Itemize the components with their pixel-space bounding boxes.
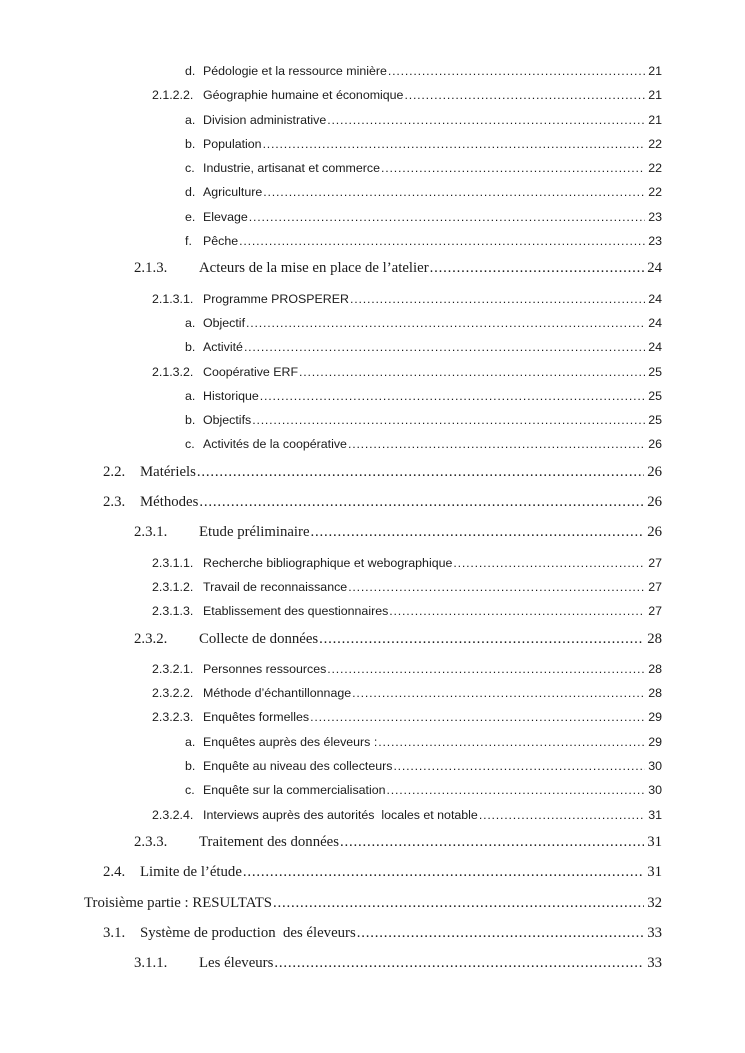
entry-number: d.: [185, 185, 196, 200]
entry-title: Acteurs de la mise en place de l’atelier: [199, 260, 429, 277]
toc-entry: [84, 432, 662, 456]
entry-number: e.: [185, 209, 196, 224]
dot-leader: [479, 803, 645, 827]
dot-leader: [273, 891, 644, 915]
entry-page-number: 27: [648, 579, 662, 594]
entry-page-number: 31: [648, 807, 662, 822]
toc-entry: [84, 520, 662, 544]
toc-entry: [84, 108, 662, 132]
entry-title: Enquêtes auprès des éleveurs :: [203, 734, 378, 749]
dot-leader: [340, 830, 644, 854]
entry-page-number: 25: [648, 388, 662, 403]
toc-entry: [84, 156, 662, 180]
toc-entry: [84, 730, 662, 754]
entry-title: Pêche: [203, 234, 239, 249]
entry-page-number: 26: [648, 437, 662, 452]
toc-entry: [84, 132, 662, 156]
toc-entry: [84, 551, 662, 575]
entry-title: Objectif: [203, 315, 246, 330]
entry-page-number: 25: [648, 364, 662, 379]
entry-title: Programme PROSPERER: [203, 291, 349, 306]
entry-page-number: 22: [648, 185, 662, 200]
entry-page-number: 30: [648, 759, 662, 774]
toc-entry: [84, 360, 662, 384]
entry-page-number: 22: [648, 136, 662, 151]
entry-page-number: 31: [647, 864, 662, 881]
dot-leader: [244, 335, 645, 359]
dot-leader: [389, 599, 645, 623]
entry-number: b.: [185, 413, 196, 428]
dot-leader: [311, 520, 645, 544]
entry-number: b.: [185, 759, 196, 774]
entry-number: 2.1.3.: [134, 260, 168, 277]
entry-page-number: 31: [647, 833, 662, 850]
dot-leader: [299, 360, 645, 384]
entry-page-number: 23: [648, 209, 662, 224]
entry-title: Enquêtes formelles: [203, 710, 310, 725]
entry-title: Etude préliminaire: [199, 524, 310, 541]
entry-title: Travail de reconnaissance: [203, 579, 348, 594]
entry-number: 2.1.3.2.: [152, 364, 194, 379]
toc-entry: [84, 408, 662, 432]
entry-number: 2.3.3.: [134, 833, 168, 850]
entry-page-number: 28: [648, 661, 662, 676]
toc-entry: [84, 951, 662, 975]
entry-number: 2.3.1.1.: [152, 555, 194, 570]
toc-entry: [84, 256, 662, 280]
entry-number: 2.3.2.3.: [152, 710, 194, 725]
toc-entry: [84, 627, 662, 651]
toc-entry: [84, 384, 662, 408]
entry-title: Industrie, artisanat et commerce: [203, 161, 380, 176]
entry-page-number: 21: [648, 112, 662, 127]
toc-entry: [84, 287, 662, 311]
entry-title: Activités de la coopérative: [203, 437, 347, 452]
dot-leader: [249, 205, 645, 229]
entry-title: Matériels: [140, 463, 196, 480]
toc-entry: [84, 59, 662, 83]
entry-title: Collecte de données: [199, 630, 319, 647]
dot-leader: [197, 460, 644, 484]
toc-entry: [84, 335, 662, 359]
dot-leader: [404, 83, 645, 107]
entry-number: 2.1.3.1.: [152, 291, 194, 306]
entry-number: f.: [185, 234, 192, 249]
toc-entry: [84, 705, 662, 729]
entry-page-number: 29: [648, 710, 662, 725]
entry-number: 2.3.1.3.: [152, 604, 194, 619]
entry-page-number: 28: [647, 630, 662, 647]
entry-title: Etablissement des questionnaires: [203, 604, 389, 619]
entry-number: 2.2.: [103, 463, 126, 480]
entry-page-number: 22: [648, 161, 662, 176]
dot-leader: [199, 490, 644, 514]
entry-number: 2.3.2.4.: [152, 807, 194, 822]
entry-number: 2.3.2.2.: [152, 686, 194, 701]
entry-page-number: 26: [647, 494, 662, 511]
toc-entry: [84, 575, 662, 599]
toc-entry: [84, 860, 662, 884]
entry-number: d.: [185, 64, 196, 78]
entry-number: 3.1.: [103, 924, 126, 941]
entry-number: 2.1.2.2.: [152, 88, 194, 103]
entry-page-number: 26: [647, 524, 662, 541]
dot-leader: [430, 256, 645, 280]
entry-title: Géographie humaine et économique: [203, 88, 404, 103]
toc-entry: [84, 229, 662, 253]
dot-leader: [348, 575, 645, 599]
entry-page-number: 26: [647, 463, 662, 480]
entry-number: a.: [185, 734, 196, 749]
dot-leader: [350, 287, 645, 311]
entry-page-number: 30: [648, 783, 662, 798]
dot-leader: [352, 681, 645, 705]
dot-leader: [263, 132, 646, 156]
entry-number: 3.1.1.: [134, 955, 168, 972]
dot-leader: [246, 311, 645, 335]
dot-leader: [348, 432, 645, 456]
dot-leader: [357, 921, 644, 945]
toc-entry: [84, 311, 662, 335]
entry-number: 2.3.: [103, 494, 126, 511]
entry-title: Interviews auprès des autorités locales et notable: [203, 807, 478, 822]
entry-number: a.: [185, 112, 196, 127]
entry-page-number: 24: [648, 291, 662, 306]
entry-number: 2.3.1.: [134, 524, 168, 541]
entry-page-number: 21: [648, 64, 662, 78]
dot-leader: [263, 180, 645, 204]
entry-number: 2.4.: [103, 864, 126, 881]
dot-leader: [310, 705, 645, 729]
toc-entry: [84, 921, 662, 945]
entry-title: Elevage: [203, 209, 248, 224]
entry-page-number: 27: [648, 604, 662, 619]
entry-title: Division administrative: [203, 112, 327, 127]
dot-leader: [378, 730, 645, 754]
dot-leader: [327, 657, 645, 681]
entry-number: c.: [185, 783, 195, 798]
dot-leader: [381, 156, 645, 180]
entry-title: Limite de l’étude: [140, 864, 242, 881]
dot-leader: [393, 754, 645, 778]
entry-page-number: 24: [647, 260, 662, 277]
entry-title: Traitement des données: [199, 833, 339, 850]
table-of-contents: [84, 59, 662, 975]
toc-entry: [84, 681, 662, 705]
entry-title: Objectifs: [203, 413, 252, 428]
toc-entry: [84, 657, 662, 681]
entry-page-number: 33: [647, 924, 662, 941]
toc-entry: [84, 599, 662, 623]
entry-title: Enquête au niveau des collecteurs: [203, 759, 393, 774]
entry-title: Méthode d’échantillonnage: [203, 686, 352, 701]
entry-title: Système de production des éleveurs: [140, 924, 356, 941]
entry-title: Coopérative ERF: [203, 364, 299, 379]
dot-leader: [274, 951, 644, 975]
entry-page-number: 25: [648, 413, 662, 428]
entry-number: 2.3.2.: [134, 630, 168, 647]
entry-number: c.: [185, 437, 195, 452]
toc-entry: [84, 180, 662, 204]
dot-leader: [387, 778, 646, 802]
toc-entry: [84, 205, 662, 229]
entry-number: 2.3.2.1.: [152, 661, 194, 676]
entry-title: Recherche bibliographique et webographique: [203, 555, 453, 570]
entry-page-number: 33: [647, 955, 662, 972]
entry-number: b.: [185, 340, 196, 355]
entry-page-number: 29: [648, 734, 662, 749]
entry-page-number: 24: [648, 340, 662, 355]
entry-title: Pédologie et la ressource minière: [203, 64, 387, 78]
entry-number: a.: [185, 315, 196, 330]
entry-number: 2.3.1.2.: [152, 579, 194, 594]
toc-entry: [84, 803, 662, 827]
toc-entry: [84, 830, 662, 854]
entry-title: Troisième partie : RESULTATS: [84, 894, 273, 911]
entry-page-number: 27: [648, 555, 662, 570]
entry-page-number: 32: [647, 894, 662, 911]
entry-title: Enquête sur la commercialisation: [203, 783, 386, 798]
dot-leader: [239, 229, 645, 253]
entry-page-number: 24: [648, 315, 662, 330]
dot-leader: [327, 108, 645, 132]
toc-entry: [84, 891, 662, 915]
entry-number: b.: [185, 136, 196, 151]
entry-title: Activité: [203, 340, 243, 355]
toc-entry: [84, 778, 662, 802]
dot-leader: [319, 627, 644, 651]
toc-entry: [84, 754, 662, 778]
toc-entry: [84, 83, 662, 107]
entry-title: Méthodes: [140, 494, 199, 511]
entry-page-number: 21: [648, 88, 662, 103]
entry-title: Les éleveurs: [199, 955, 274, 972]
entry-title: Personnes ressources: [203, 661, 327, 676]
entry-title: Historique: [203, 388, 259, 403]
dot-leader: [243, 860, 644, 884]
entry-page-number: 23: [648, 234, 662, 249]
dot-leader: [252, 408, 645, 432]
dot-leader: [388, 59, 645, 83]
toc-entry: [84, 490, 662, 514]
entry-number: c.: [185, 161, 195, 176]
entry-number: a.: [185, 388, 196, 403]
entry-page-number: 28: [648, 686, 662, 701]
toc-entry: [84, 460, 662, 484]
dot-leader: [260, 384, 645, 408]
entry-title: Population: [203, 136, 262, 151]
dot-leader: [453, 551, 645, 575]
entry-title: Agriculture: [203, 185, 263, 200]
